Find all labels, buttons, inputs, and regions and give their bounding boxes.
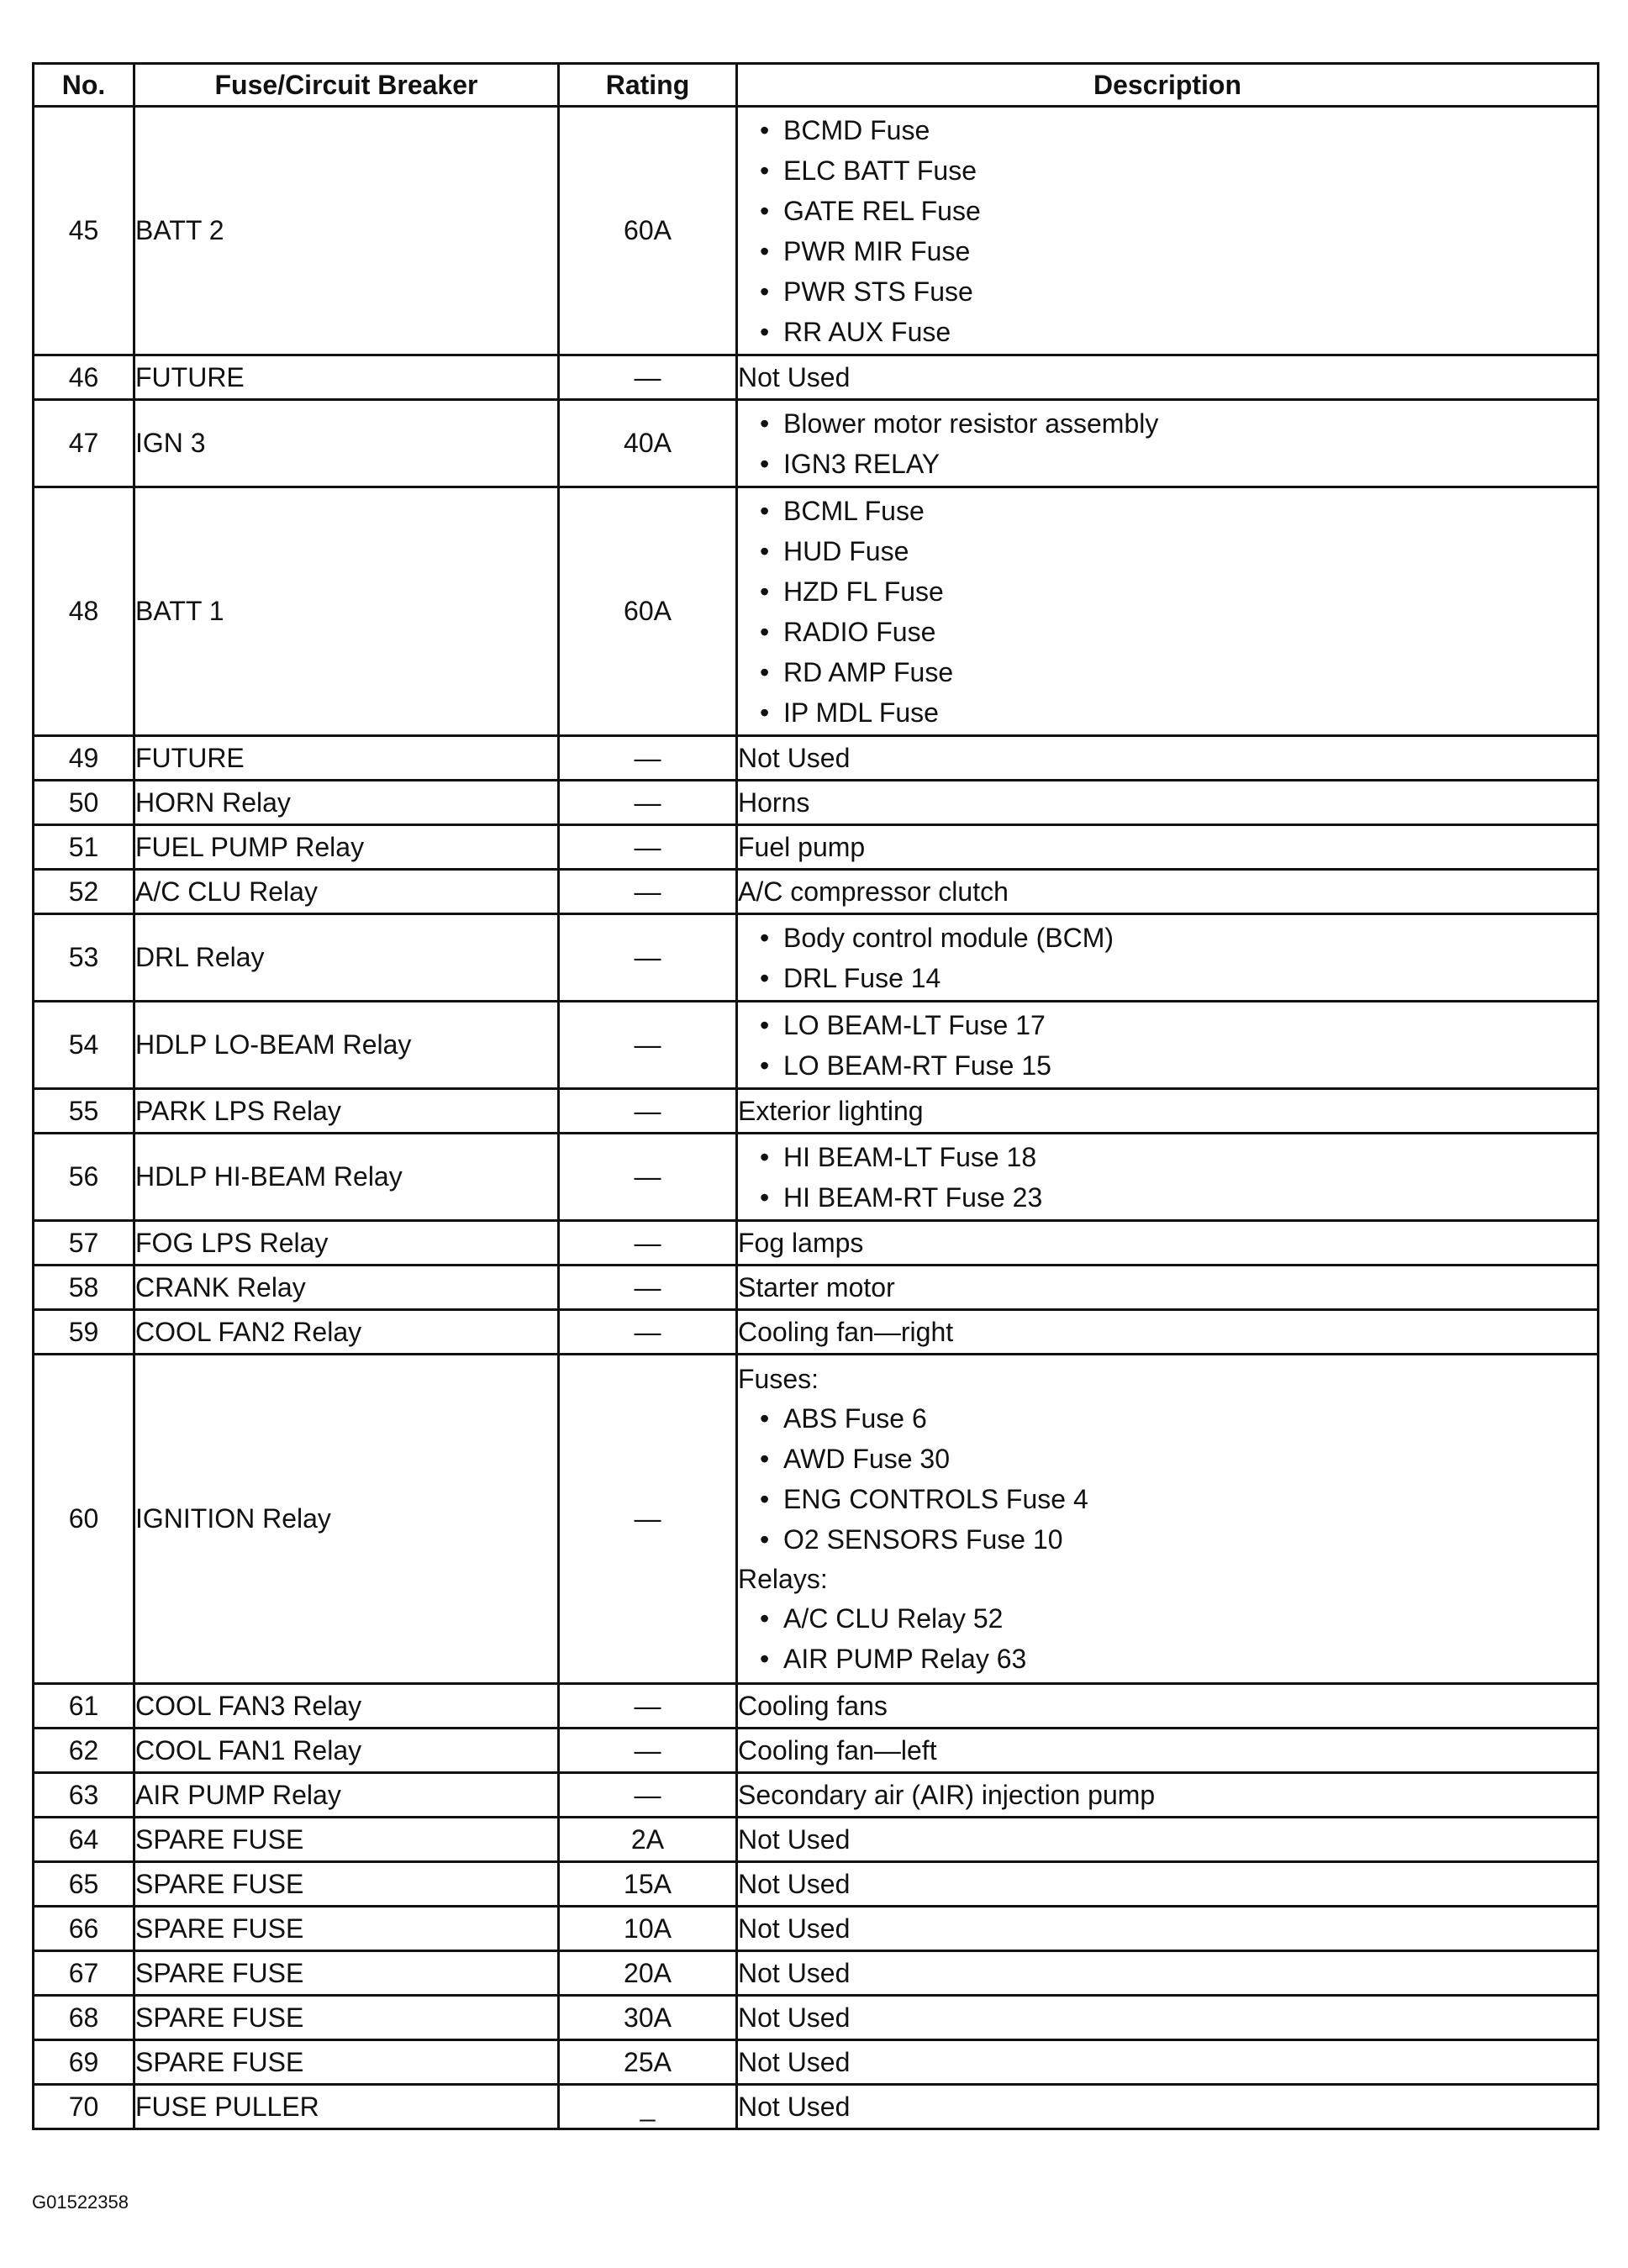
description-group-label: Fuses:	[738, 1363, 819, 1394]
header-description: Description	[737, 64, 1599, 107]
cell-no: 70	[34, 2085, 134, 2129]
cell-rating: _	[559, 2085, 737, 2129]
cell-rating: 15A	[559, 1862, 737, 1907]
cell-no: 52	[34, 870, 134, 914]
bullet-list	[738, 918, 1597, 998]
cell-description: Cooling fans	[737, 1684, 1599, 1729]
table-row	[34, 870, 1599, 914]
bullet-list	[738, 1005, 1597, 1086]
cell-description: A/C compressor clutch	[737, 870, 1599, 914]
cell-rating: 30A	[559, 1996, 737, 2040]
table-row	[34, 914, 1599, 1002]
bullet-list	[738, 1598, 1597, 1679]
cell-rating: —	[559, 1684, 737, 1729]
cell-no: 69	[34, 2040, 134, 2085]
table-row	[34, 1862, 1599, 1907]
cell-description	[737, 107, 1599, 355]
cell-fuse-circuit-breaker: FUTURE	[134, 736, 559, 781]
cell-description: Not Used	[737, 355, 1599, 400]
description-group-label: Relays:	[738, 1563, 828, 1594]
cell-rating: —	[559, 914, 737, 1002]
cell-description: Not Used	[737, 1907, 1599, 1951]
table-row	[34, 1266, 1599, 1310]
table-row	[34, 1355, 1599, 1684]
table-row	[34, 1818, 1599, 1862]
cell-no: 48	[34, 487, 134, 736]
header-no: No.	[34, 64, 134, 107]
cell-fuse-circuit-breaker: FUSE PULLER	[134, 2085, 559, 2129]
cell-description: Not Used	[737, 2040, 1599, 2085]
cell-fuse-circuit-breaker: SPARE FUSE	[134, 1996, 559, 2040]
cell-rating: 25A	[559, 2040, 737, 2085]
table-body	[34, 107, 1599, 2129]
table-row	[34, 2085, 1599, 2129]
bullet-item: • HI BEAM-RT Fuse 23	[760, 1177, 1597, 1218]
cell-description	[737, 487, 1599, 736]
bullet-item: • RD AMP Fuse	[760, 652, 1597, 692]
cell-description: Fog lamps	[737, 1221, 1599, 1266]
cell-rating: —	[559, 1355, 737, 1684]
cell-no: 56	[34, 1134, 134, 1221]
cell-no: 51	[34, 825, 134, 870]
cell-fuse-circuit-breaker: BATT 2	[134, 107, 559, 355]
bullet-item: • RADIO Fuse	[760, 612, 1597, 652]
table-row	[34, 1089, 1599, 1134]
cell-description	[737, 1134, 1599, 1221]
table-row	[34, 1310, 1599, 1355]
bullet-item: • RR AUX Fuse	[760, 312, 1597, 352]
cell-description: Cooling fan—right	[737, 1310, 1599, 1355]
table-row	[34, 487, 1599, 736]
table-row	[34, 825, 1599, 870]
cell-description: Exterior lighting	[737, 1089, 1599, 1134]
bullet-item: • BCML Fuse	[760, 491, 1597, 531]
table-row	[34, 1773, 1599, 1818]
cell-rating: —	[559, 736, 737, 781]
cell-no: 63	[34, 1773, 134, 1818]
cell-rating: —	[559, 1729, 737, 1773]
cell-fuse-circuit-breaker: BATT 1	[134, 487, 559, 736]
cell-no: 62	[34, 1729, 134, 1773]
bullet-item: • ABS Fuse 6	[760, 1398, 1597, 1439]
cell-rating: 40A	[559, 400, 737, 487]
table-row	[34, 1996, 1599, 2040]
cell-fuse-circuit-breaker: SPARE FUSE	[134, 2040, 559, 2085]
cell-description: Not Used	[737, 2085, 1599, 2129]
bullet-item: • DRL Fuse 14	[760, 958, 1597, 998]
bullet-item: • PWR MIR Fuse	[760, 231, 1597, 271]
cell-no: 67	[34, 1951, 134, 1996]
table-row	[34, 1221, 1599, 1266]
cell-no: 66	[34, 1907, 134, 1951]
cell-no: 58	[34, 1266, 134, 1310]
cell-no: 53	[34, 914, 134, 1002]
bullet-item: • IP MDL Fuse	[760, 692, 1597, 733]
cell-no: 59	[34, 1310, 134, 1355]
bullet-item: • HI BEAM-LT Fuse 18	[760, 1137, 1597, 1177]
cell-fuse-circuit-breaker: COOL FAN1 Relay	[134, 1729, 559, 1773]
cell-no: 46	[34, 355, 134, 400]
bullet-item: • LO BEAM-LT Fuse 17	[760, 1005, 1597, 1045]
cell-description	[737, 1002, 1599, 1089]
cell-rating: —	[559, 355, 737, 400]
cell-rating: 60A	[559, 107, 737, 355]
cell-no: 60	[34, 1355, 134, 1684]
cell-rating: 20A	[559, 1951, 737, 1996]
bullet-list	[738, 110, 1597, 352]
cell-description: Not Used	[737, 1996, 1599, 2040]
table-row	[34, 1907, 1599, 1951]
cell-fuse-circuit-breaker: COOL FAN3 Relay	[134, 1684, 559, 1729]
cell-description: Fuel pump	[737, 825, 1599, 870]
table-row	[34, 1951, 1599, 1996]
cell-description: Not Used	[737, 1951, 1599, 1996]
cell-description: Cooling fan—left	[737, 1729, 1599, 1773]
cell-rating: —	[559, 1002, 737, 1089]
cell-rating: 2A	[559, 1818, 737, 1862]
cell-fuse-circuit-breaker: DRL Relay	[134, 914, 559, 1002]
fuse-table	[32, 62, 1599, 2130]
cell-fuse-circuit-breaker: HDLP HI-BEAM Relay	[134, 1134, 559, 1221]
cell-rating: —	[559, 1221, 737, 1266]
bullet-item: • Body control module (BCM)	[760, 918, 1597, 958]
cell-no: 65	[34, 1862, 134, 1907]
cell-no: 68	[34, 1996, 134, 2040]
bullet-item: • O2 SENSORS Fuse 10	[760, 1519, 1597, 1560]
cell-fuse-circuit-breaker: FUTURE	[134, 355, 559, 400]
cell-rating: —	[559, 1773, 737, 1818]
bullet-item: • HZD FL Fuse	[760, 571, 1597, 612]
cell-rating: 10A	[559, 1907, 737, 1951]
cell-fuse-circuit-breaker: AIR PUMP Relay	[134, 1773, 559, 1818]
bullet-item: • AWD Fuse 30	[760, 1439, 1597, 1479]
bullet-item: • IGN3 RELAY	[760, 444, 1597, 484]
cell-description: Starter motor	[737, 1266, 1599, 1310]
cell-fuse-circuit-breaker: IGN 3	[134, 400, 559, 487]
cell-no: 61	[34, 1684, 134, 1729]
table-row	[34, 400, 1599, 487]
table-row	[34, 1134, 1599, 1221]
cell-fuse-circuit-breaker: HDLP LO-BEAM Relay	[134, 1002, 559, 1089]
bullet-item: • BCMD Fuse	[760, 110, 1597, 150]
header-row	[34, 64, 1599, 107]
table-row	[34, 107, 1599, 355]
cell-rating: —	[559, 825, 737, 870]
cell-fuse-circuit-breaker: IGNITION Relay	[134, 1355, 559, 1684]
table-row	[34, 2040, 1599, 2085]
cell-description: Not Used	[737, 736, 1599, 781]
cell-description	[737, 1355, 1599, 1684]
cell-no: 64	[34, 1818, 134, 1862]
bullet-item: • ELC BATT Fuse	[760, 150, 1597, 191]
bullet-list	[738, 403, 1597, 484]
table-row	[34, 736, 1599, 781]
cell-rating: 60A	[559, 487, 737, 736]
table-row	[34, 1002, 1599, 1089]
cell-no: 50	[34, 781, 134, 825]
header-rating: Rating	[559, 64, 737, 107]
cell-no: 49	[34, 736, 134, 781]
bullet-item: • HUD Fuse	[760, 531, 1597, 571]
bullet-item: • PWR STS Fuse	[760, 271, 1597, 312]
cell-fuse-circuit-breaker: FOG LPS Relay	[134, 1221, 559, 1266]
bullet-item: • Blower motor resistor assembly	[760, 403, 1597, 444]
bullet-list	[738, 491, 1597, 733]
cell-fuse-circuit-breaker: PARK LPS Relay	[134, 1089, 559, 1134]
cell-fuse-circuit-breaker: SPARE FUSE	[134, 1907, 559, 1951]
cell-fuse-circuit-breaker: SPARE FUSE	[134, 1862, 559, 1907]
cell-rating: —	[559, 870, 737, 914]
cell-fuse-circuit-breaker: FUEL PUMP Relay	[134, 825, 559, 870]
cell-fuse-circuit-breaker: COOL FAN2 Relay	[134, 1310, 559, 1355]
bullet-list	[738, 1137, 1597, 1218]
cell-no: 54	[34, 1002, 134, 1089]
table-row	[34, 1684, 1599, 1729]
figure-code: G01522358	[32, 2192, 129, 2213]
cell-rating: —	[559, 781, 737, 825]
bullet-item: • LO BEAM-RT Fuse 15	[760, 1045, 1597, 1086]
table-row	[34, 781, 1599, 825]
cell-no: 47	[34, 400, 134, 487]
cell-no: 45	[34, 107, 134, 355]
bullet-item: • GATE REL Fuse	[760, 191, 1597, 231]
cell-no: 57	[34, 1221, 134, 1266]
cell-description: Secondary air (AIR) injection pump	[737, 1773, 1599, 1818]
cell-fuse-circuit-breaker: HORN Relay	[134, 781, 559, 825]
table-row	[34, 1729, 1599, 1773]
table-row	[34, 355, 1599, 400]
bullet-list	[738, 1398, 1597, 1560]
cell-fuse-circuit-breaker: A/C CLU Relay	[134, 870, 559, 914]
cell-rating: —	[559, 1266, 737, 1310]
header-fuse-circuit-breaker: Fuse/Circuit Breaker	[134, 64, 559, 107]
cell-description: Horns	[737, 781, 1599, 825]
cell-rating: —	[559, 1089, 737, 1134]
cell-description	[737, 914, 1599, 1002]
bullet-item: • ENG CONTROLS Fuse 4	[760, 1479, 1597, 1519]
cell-fuse-circuit-breaker: SPARE FUSE	[134, 1818, 559, 1862]
cell-no: 55	[34, 1089, 134, 1134]
cell-description	[737, 400, 1599, 487]
cell-description: Not Used	[737, 1818, 1599, 1862]
bullet-item: • A/C CLU Relay 52	[760, 1598, 1597, 1639]
cell-rating: —	[559, 1134, 737, 1221]
bullet-item: • AIR PUMP Relay 63	[760, 1639, 1597, 1679]
cell-rating: —	[559, 1310, 737, 1355]
cell-fuse-circuit-breaker: SPARE FUSE	[134, 1951, 559, 1996]
cell-description: Not Used	[737, 1862, 1599, 1907]
cell-fuse-circuit-breaker: CRANK Relay	[134, 1266, 559, 1310]
